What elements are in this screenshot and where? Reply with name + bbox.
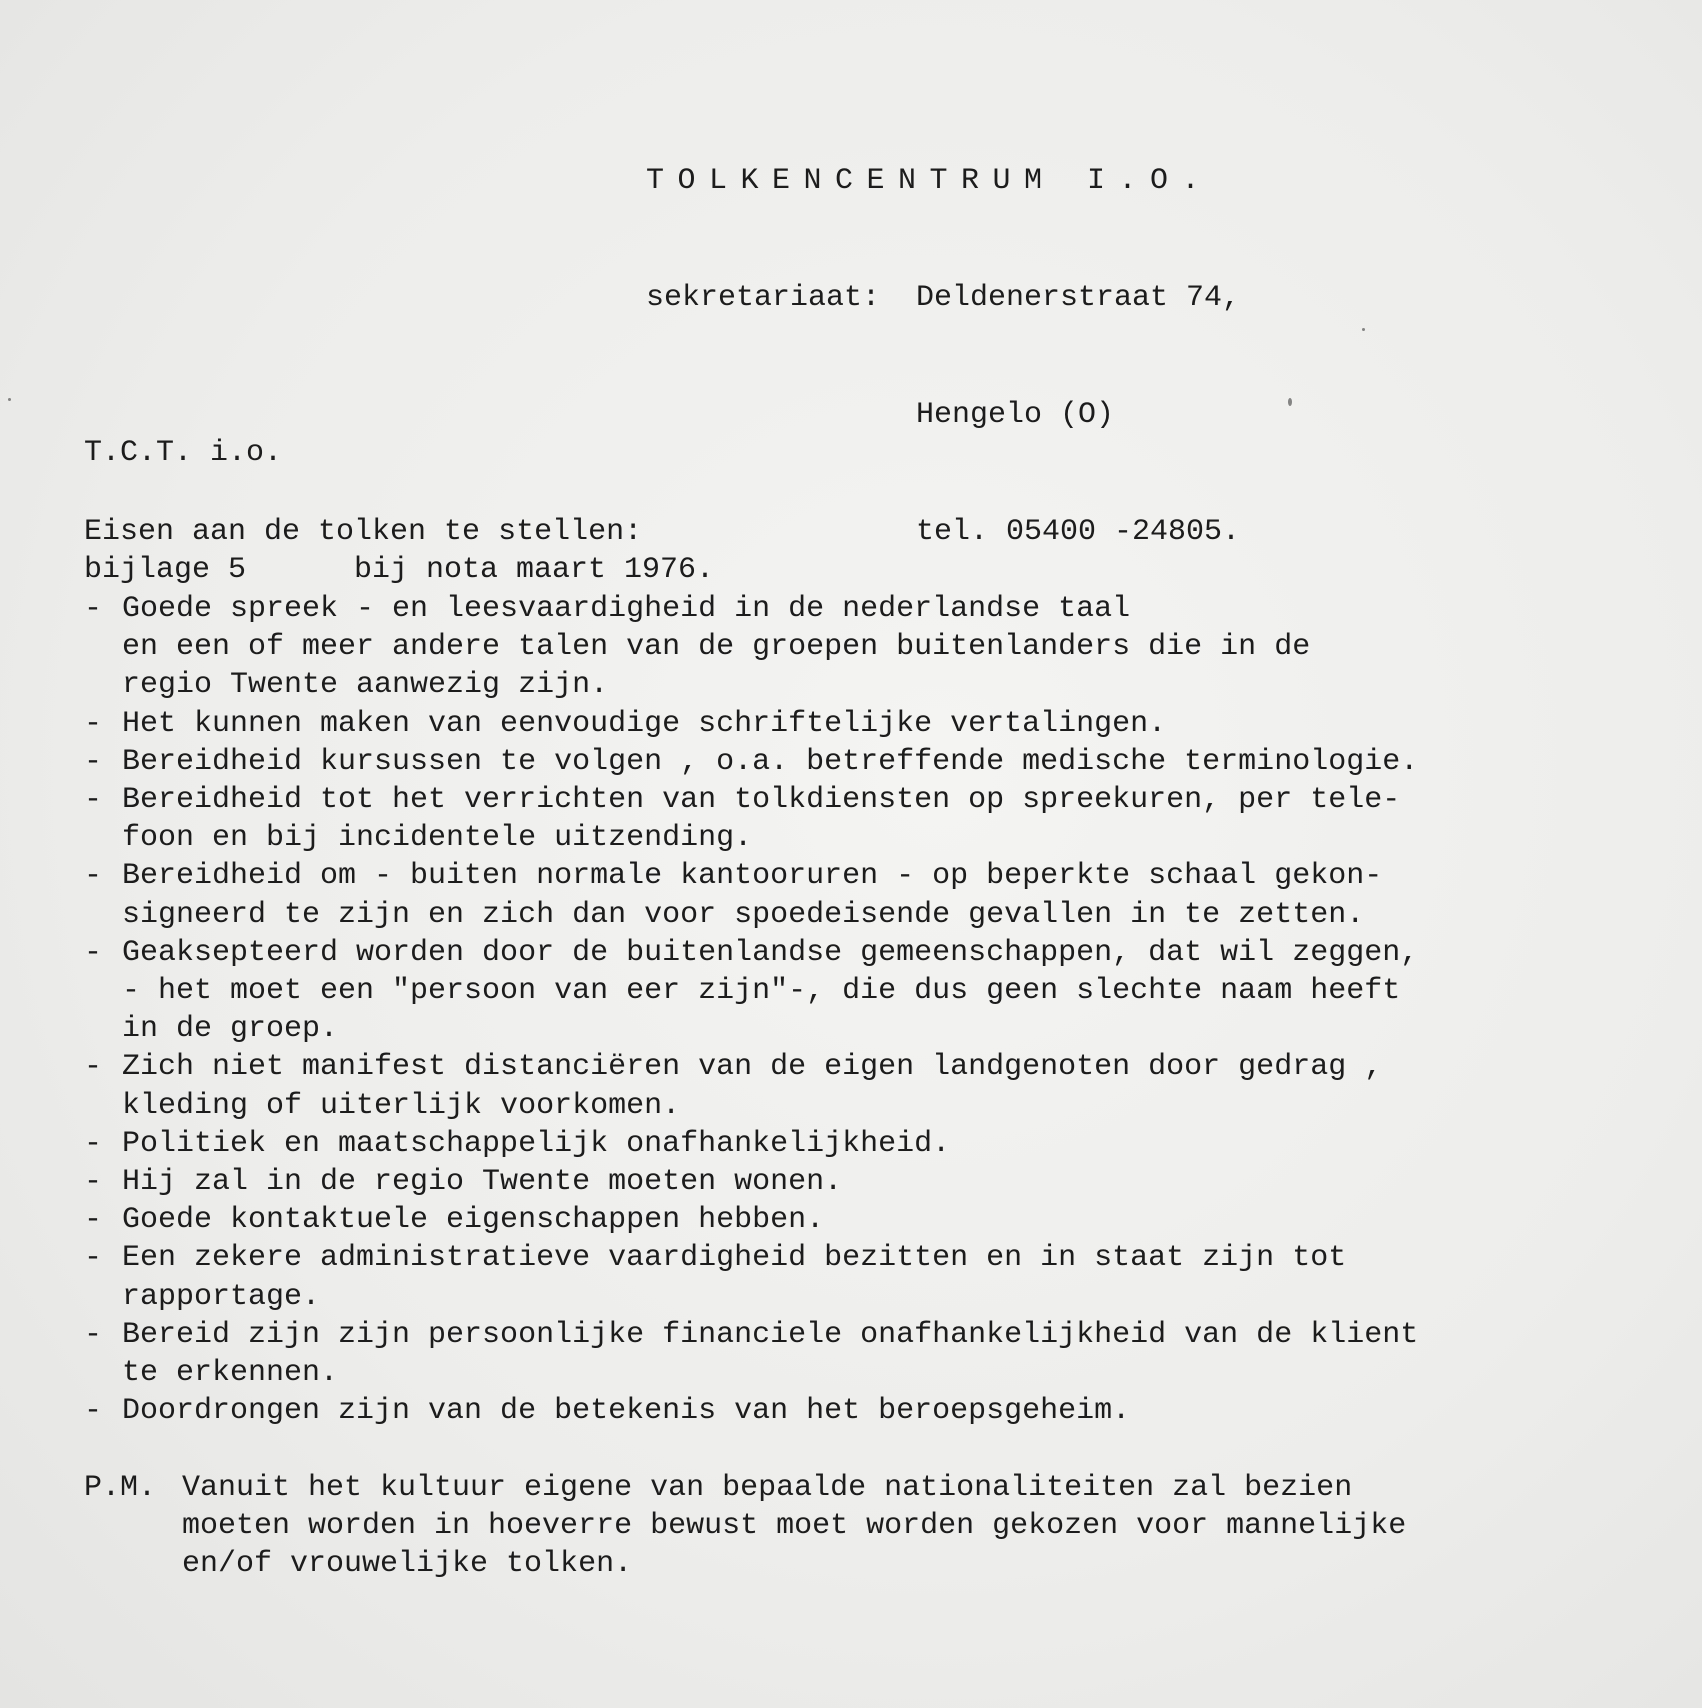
requirement-dash: - [84,1203,103,1238]
requirement-item [84,781,1524,857]
requirement-dash: - [84,1050,103,1085]
requirement-item [84,857,1524,933]
requirements-list [84,590,1524,1430]
requirement-text: Goede spreek - en leesvaardigheid in de nederlandse taal en een of meer andere talen van de groepen buitenlanders die in de regio Twente aanwezig zijn. [122,592,1311,703]
requirement-text: Politiek en maatschappelijk onafhankelijkheid. [122,1126,951,1161]
address-line-1: Deldenerstraat 74, [916,281,1241,315]
requirement-text: Hij zal in de regio Twente moeten wonen. [122,1165,843,1200]
secretariat-label: sekretariaat: [646,281,881,315]
requirement-text: Zich niet manifest distanciëren van de eigen landgenoten door gedrag , kleding of uiterlijk voorkomen. [122,1050,1383,1123]
requirement-text: Bereid zijn zijn persoonlijke financiele onafhankelijkheid van de klient te erkennen. [122,1317,1419,1391]
requirement-item [84,1392,1524,1430]
requirement-dash: - [84,744,103,779]
requirement-text: Bereidheid tot het verrichten van tolkdiensten op spreekuren, per tele- foon en bij incidentele uitzending. [122,783,1401,856]
reference-row [84,551,714,590]
reference-block [84,356,714,629]
requirement-dash: - [84,783,103,818]
requirement-text: Bereidheid kursussen te volgen , o.a. betreffende medische terminologie. [122,744,1419,779]
reference-org: T.C.T. i.o. [84,436,283,470]
requirement-item [84,705,1524,743]
address-line-2-row [646,396,1240,435]
organization-name: TOLKENCENTRUM I.O. [646,164,1214,198]
requirement-item [84,934,1524,1049]
paper-speck [8,398,11,401]
requirement-dash: - [84,1394,103,1429]
secretariat-line [646,279,1240,318]
pm-label: P.M. [84,1471,157,1505]
requirement-item [84,1048,1524,1124]
requirement-text: Geaksepteerd worden door de buitenlandse gemeenschappen, dat wil zeggen, - het moet een "persoon van eer zijn"-, die dus geen slechte naam heeft in de groep. [122,935,1419,1047]
paper-speck [1362,328,1365,331]
attachment-label: bijlage 5 [84,553,247,587]
paper-speck [1288,398,1292,406]
requirement-item [84,1125,1524,1163]
pm-text: Vanuit het kultuur eigene van bepaalde nationaliteiten zal bezien moeten worden in hoeverre bewust moet worden gekozen voor mannelijke en/of vrouwelijke tolken. [182,1471,1407,1581]
requirement-item [84,1239,1524,1315]
requirement-dash: - [84,1317,103,1352]
requirement-item [84,1316,1524,1392]
requirement-text: Goede kontaktuele eigenschappen hebben. [122,1203,825,1238]
requirement-dash: - [84,859,103,894]
requirement-dash: - [84,1126,103,1161]
letterhead [646,84,1240,591]
requirement-dash: - [84,592,103,626]
requirement-text: Bereidheid om - buiten normale kantooruren - op beperkte schaal gekon- signeerd te zijn en zich dan voor spoedeisende gevallen in te zetten. [122,859,1383,932]
requirements-heading: Eisen aan de tolken te stellen: [84,515,643,549]
requirement-dash: - [84,1165,103,1200]
phone-row [646,513,1240,552]
requirement-dash: - [84,706,103,741]
requirement-item [84,1201,1524,1239]
pm-note [84,1469,1542,1583]
requirement-item [84,1163,1524,1201]
requirement-item [84,743,1524,781]
address-line-2: Hengelo (O) [916,398,1115,432]
note-reference: bij nota maart 1976. [354,553,715,587]
requirement-text: Een zekere administratieve vaardigheid bezitten en in staat zijn tot rapportage. [122,1241,1347,1314]
requirement-item [84,590,1524,705]
requirement-dash: - [84,1241,103,1276]
requirement-text: Doordrongen zijn van de betekenis van het beroepsgeheim. [122,1394,1131,1429]
phone-number: tel. 05400 -24805. [916,515,1241,549]
requirement-dash: - [84,935,103,970]
requirement-text: Het kunnen maken van eenvoudige schriftelijke vertalingen. [122,706,1167,741]
